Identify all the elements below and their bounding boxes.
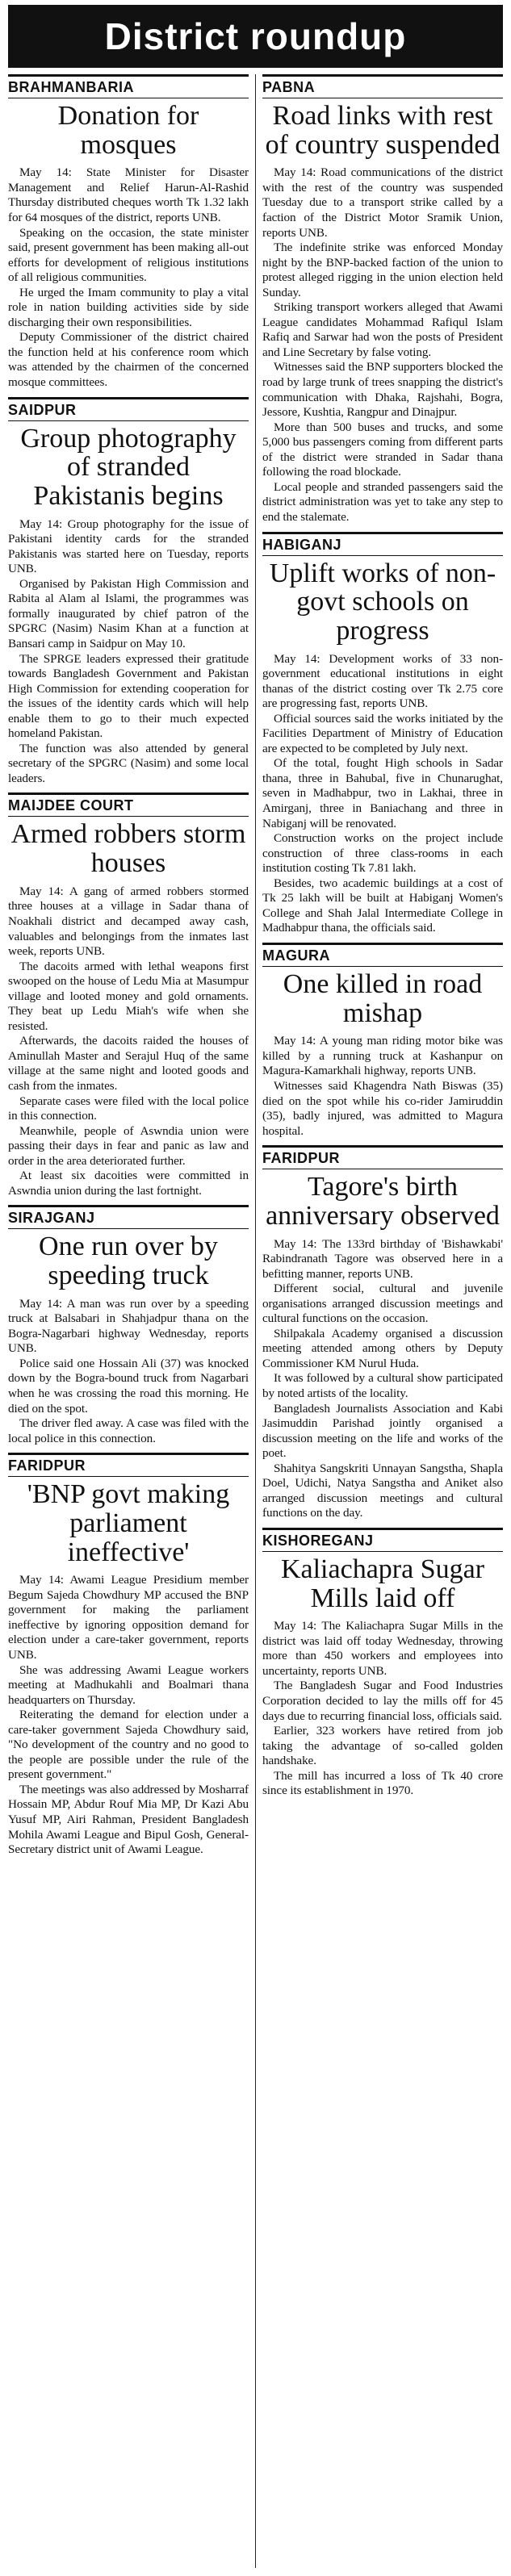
story-saidpur — [8, 397, 249, 787]
paragraph: May 14: A man was run over by a speeding truck at Balsabari in Shahjadpur thana on the Bogra-Nagarbari highway Wednesday, reports UNB. — [8, 1296, 249, 1356]
paragraph: Bangladesh Journalists Association and Kabi Jasimuddin Parishad jointly organised a discussion meeting on the life and works of the poet. — [262, 1401, 503, 1461]
headline: Uplift works of non-govt schools on progress — [269, 558, 496, 646]
paragraph: She was addressing Awami League workers meeting at Madhukahli and Boalmari thana headquarters on Thursday. — [8, 1662, 249, 1707]
paragraph: Shilpakala Academy organised a discussion meeting attended among others by Deputy Commissioner KM Nurul Huda. — [262, 1326, 503, 1370]
paragraph: The SPRGE leaders expressed their gratitude towards Bangladesh Government and Pakistan High Commission for extending cooperation for the issues of the identity cards which will help enable them to go to their much expected homeland Pakistan. — [8, 651, 249, 741]
left-column — [8, 74, 256, 2568]
story-kishoreganj — [262, 1528, 503, 1799]
paragraph: Police said one Hossain Ali (37) was knocked down by the Bogra-bound truck from Nagarbari when he was crossing the road this morning. He died on the spot. — [8, 1356, 249, 1416]
paragraph: Reiterating the demand for election under a care-taker government Sajeda Chowdhury said, "No development of the country and no good to the people are possible under the rule of the present government." — [8, 1708, 249, 1782]
headline: Donation for mosques — [57, 101, 199, 160]
article-body — [262, 1034, 503, 1139]
dateline: PABNA — [262, 74, 503, 98]
article-body — [8, 517, 249, 787]
paragraph: The driver fled away. A case was filed with the local police in this connection. — [8, 1416, 249, 1445]
dateline: FARIDPUR — [262, 1145, 503, 1169]
story-maijdee-court — [8, 792, 249, 1198]
headline: 'BNP govt making parliament ineffective' — [27, 1479, 230, 1567]
paragraph: Different social, cultural and juvenile organisations arranged discussion meetings and cultural functions on the occasion. — [262, 1282, 503, 1326]
paragraph: Witnesses said Khagendra Nath Biswas (35) died on the spot while his co-rider Jamiruddin (35), badly injured, was admitted to Magura hospital. — [262, 1078, 503, 1138]
story-brahmanbaria — [8, 74, 249, 391]
paragraph: Witnesses said the BNP supporters blocked the road by large trunk of trees snapping the district's communication with Dhaka, Rajshahi, Bogra, Jessore, Kushtia, Rangpur and Dinajpur. — [262, 360, 503, 420]
story-faridpur-bnp — [8, 1453, 249, 1857]
paragraph: Construction works on the project include construction of three class-rooms in each institution costing Tk 7.81 lakh. — [262, 831, 503, 876]
paragraph: Striking transport workers alleged that Awami League candidates Mohammad Rafiqul Islam Rafiq and Sarwar had won the posts of President and Line Secretary by false voting. — [262, 300, 503, 359]
paragraph: Afterwards, the dacoits raided the houses of Aminullah Master and Serajul Huq of the same village at the same night and looted goods and cash from the inmates. — [8, 1034, 249, 1093]
paragraph: May 14: Development works of 33 non-government educational institutions in eight thanas of the district costing over Tk 2.75 core are progressing fast, reports UNB. — [262, 651, 503, 711]
paragraph: Besides, two academic buildings at a cost of Tk 25 lakh will be built at Habiganj Women's College and Shah Jalal Intermediate College in Madhabpur thana, the officials said. — [262, 876, 503, 935]
paragraph: The meetings was also addressed by Mosharraf Hossain MP, Abdur Rouf Mia MP, Dr Kazi Abu Yusuf MP, Airi Rahman, President Bangladesh Mohila Awami League and Bipul Gosh, General-Secretary district unit of Awami League. — [8, 1782, 249, 1857]
paragraph: Meanwhile, people of Aswndia union were passing their days in fear and panic as law and order in the area deteriorated further. — [8, 1123, 249, 1168]
story-magura — [262, 943, 503, 1139]
paragraph: Deputy Commissioner of the district chaired the function held at his conference room which was attended by the chairmen of the concerned mosque committees. — [8, 330, 249, 390]
article-body — [8, 1573, 249, 1857]
dateline: SIRAJGANJ — [8, 1205, 249, 1229]
paragraph: More than 500 buses and trucks, and some 5,000 bus passengers coming from different parts of the district were stranded in Sadar thana following the road blockade. — [262, 420, 503, 479]
article-body — [8, 165, 249, 390]
paragraph: May 14: A gang of armed robbers stormed three houses at a village in Sadar thana of Noakhali district and decamped away cash, valuables and belongings from the inmates last week, reports UNB. — [8, 884, 249, 959]
paragraph: Organised by Pakistan High Commission and Rabita al Alam al Islami, the programmes was formally inaugurated by chief patron of the SPGRC (Nasim) Nasim Khan at a function at Bansari camp in Saidpur on May 10. — [8, 576, 249, 651]
paragraph: He urged the Imam community to play a vital role in nation building activities side by side discharging their own responsibilities. — [8, 285, 249, 329]
paragraph: Speaking on the occasion, the state minister said, present government has been making all-out efforts for development of religious institutions of all religious communities. — [8, 225, 249, 285]
paragraph: Separate cases were filed with the local police in this connection. — [8, 1094, 249, 1123]
article-body — [262, 1619, 503, 1799]
story-pabna — [262, 74, 503, 525]
paragraph: Earlier, 323 workers have retired from job taking the advantage of so-called golden handshake. — [262, 1724, 503, 1768]
paragraph: The function was also attended by general secretary of the SPGRC (Nasim) and some local leaders. — [8, 741, 249, 785]
paragraph: Shahitya Sangskriti Unnayan Sangstha, Shapla Doel, Udichi, Natya Sangstha and Aniket also arranged discussion meetings and cultural functions on the day. — [262, 1461, 503, 1520]
paragraph: May 14: The 133rd birthday of 'Bishawkabi' Rabindranath Tagore was observed here in a befitting manner, reports UNB. — [262, 1236, 503, 1281]
paragraph: Local people and stranded passengers said the district administration was yet to take any step to end the stalemate. — [262, 479, 503, 524]
paragraph: The dacoits armed with lethal weapons first swooped on the house of Ledu Mia at Masumpur village and looted money and gold ornaments. They beat up Ledu Miah's wife when she resisted. — [8, 959, 249, 1033]
paragraph: The Bangladesh Sugar and Food Industries Corporation decided to lay the mills off for 45 days due to recurring financial loss, officials said. — [262, 1679, 503, 1723]
paragraph: May 14: The Kaliachapra Sugar Mills in the district was laid off today Wednesday, throwing more than 450 workers and employees into uncertainty, reports UNB. — [262, 1619, 503, 1678]
headline: Tagore's birth anniversary observed — [266, 1172, 500, 1231]
article-body — [262, 165, 503, 525]
paragraph: At least six dacoities were committed in Aswndia union during the last fortnight. — [8, 1169, 249, 1198]
banner-title: District roundup — [104, 15, 407, 57]
article-body — [8, 1297, 249, 1446]
dateline: KISHOREGANJ — [262, 1528, 503, 1552]
paragraph: Official sources said the works initiated by the Facilities Department of Ministry of Education are expected to be completed by July next. — [262, 711, 503, 755]
dateline: SAIDPUR — [8, 397, 249, 421]
paragraph: May 14: Awami League Presidium member Begum Sajeda Chowdhury MP accused the BNP government for making the parliament ineffective by ignoring opposition demand for election under a care-taker government, reports UNB. — [8, 1573, 249, 1662]
article-body — [8, 884, 249, 1198]
headline: Kaliachapra Sugar Mills laid off — [280, 1554, 485, 1613]
article-columns — [8, 74, 503, 2568]
right-column — [256, 74, 503, 2568]
dateline: FARIDPUR — [8, 1453, 249, 1477]
paragraph: The indefinite strike was enforced Monday night by the BNP-backed faction of the union to protest alleged rigging in the union election held Sunday. — [262, 240, 503, 299]
headline: Armed robbers storm houses — [10, 819, 246, 879]
dateline: MAIJDEE COURT — [8, 792, 249, 817]
headline: One killed in road mishap — [283, 968, 483, 1028]
story-sirajganj — [8, 1205, 249, 1446]
paragraph: May 14: Group photography for the issue of Pakistani identity cards for the stranded Pakistanis was started here on Tuesday, reports UNB. — [8, 516, 249, 576]
dateline: HABIGANJ — [262, 532, 503, 556]
paragraph: May 14: State Minister for Disaster Management and Relief Harun-Al-Rashid Thursday distributed cheques worth Tk 1.32 lakh for 64 mosques of the district, reports UNB. — [8, 165, 249, 225]
paragraph: May 14: Road communications of the district with the rest of the country was suspended Tuesday due to a transport strike called by a faction of the District Motor Sramik Union, reports UNB. — [262, 165, 503, 240]
headline: Road links with rest of country suspended — [265, 101, 501, 160]
story-habiganj — [262, 532, 503, 936]
article-body — [262, 652, 503, 936]
story-faridpur-tagore — [262, 1145, 503, 1521]
headline: One run over by speeding truck — [39, 1232, 218, 1291]
section-banner — [8, 5, 503, 68]
dateline: BRAHMANBARIA — [8, 74, 249, 98]
paragraph: Of the total, fought High schools in Sadar thana, three in Bahubal, five in Chunarughat, seven in Madhabpur, two in Lakhai, three in Amirganj, three in Baniachang and three in Nabiganj will be renovated. — [262, 756, 503, 830]
paragraph: The mill has incurred a loss of Tk 40 crore since its establishment in 1970. — [262, 1768, 503, 1798]
paragraph: May 14: A young man riding motor bike was killed by a running truck at Kashanpur on Magura-Kamarkhali highway, reports UNB. — [262, 1034, 503, 1078]
paragraph: It was followed by a cultural show participated by noted artists of the locality. — [262, 1371, 503, 1400]
headline: Group photography of stranded Pakistanis begins — [20, 423, 237, 511]
dateline: MAGURA — [262, 943, 503, 967]
article-body — [262, 1237, 503, 1521]
